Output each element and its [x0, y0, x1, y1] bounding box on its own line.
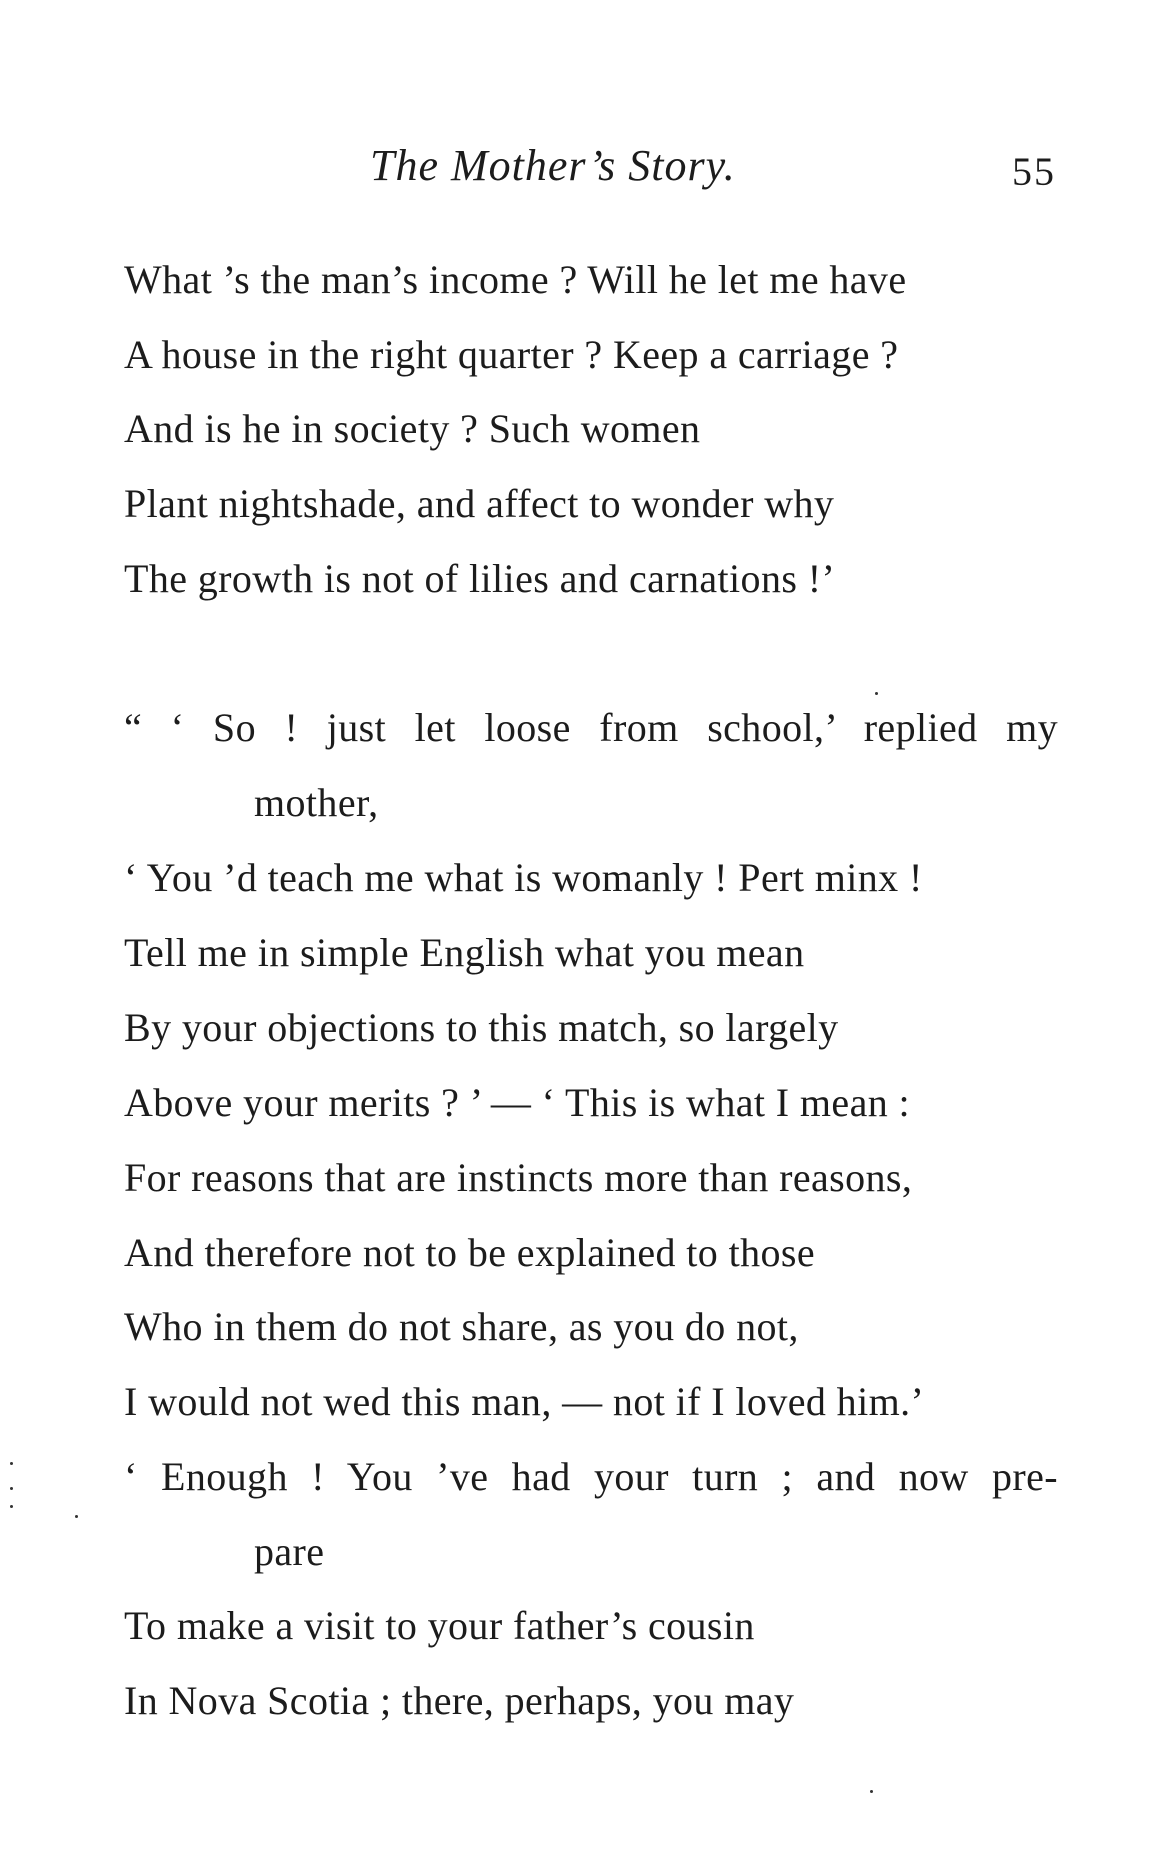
poem-line: And therefore not to be explained to those [124, 1230, 816, 1275]
poem-line: Who in them do not share, as you do not, [124, 1304, 799, 1349]
scan-speck [875, 692, 878, 695]
poem-line: To make a visit to your father’s cousin [124, 1603, 755, 1648]
poem-line: For reasons that are instincts more than reasons, [124, 1155, 913, 1200]
poem-line: By your objections to this match, so largely [124, 1005, 839, 1050]
scan-speck [10, 1487, 13, 1490]
poem-line: ‘ You ’d teach me what is womanly ! Pert minx ! [124, 855, 923, 900]
poem-line: And is he in society ? Such women [124, 406, 701, 451]
poem-line: Tell me in simple English what you mean [124, 930, 805, 975]
poem-line: A house in the right quarter ? Keep a carriage ? [124, 332, 899, 377]
poem-line: What ’s the man’s income ? Will he let me have [124, 257, 907, 302]
running-header-title: The Mother’s Story. [370, 141, 736, 190]
scan-speck [10, 1505, 13, 1508]
page-number: 55 [1012, 149, 1056, 194]
poem-line-continuation: pare [254, 1529, 325, 1574]
poem-line: The growth is not of lilies and carnations !’ [124, 556, 836, 601]
poem-line: Above your merits ? ’ — ‘ This is what I mean : [124, 1080, 911, 1125]
scan-speck [10, 1462, 13, 1465]
scan-speck [75, 1515, 78, 1518]
poem-line: “ ‘ So ! just let loose from school,’ replied my [124, 705, 1058, 750]
poem-line: In Nova Scotia ; there, perhaps, you may [124, 1678, 795, 1723]
scan-speck [870, 1790, 873, 1793]
poem-line: ‘ Enough ! You ’ve had your turn ; and now pre- [124, 1454, 1058, 1499]
poem-line-continuation: mother, [254, 780, 379, 825]
poem-line: I would not wed this man, — not if I loved him.’ [124, 1379, 925, 1424]
poem-line: Plant nightshade, and affect to wonder why [124, 481, 835, 526]
